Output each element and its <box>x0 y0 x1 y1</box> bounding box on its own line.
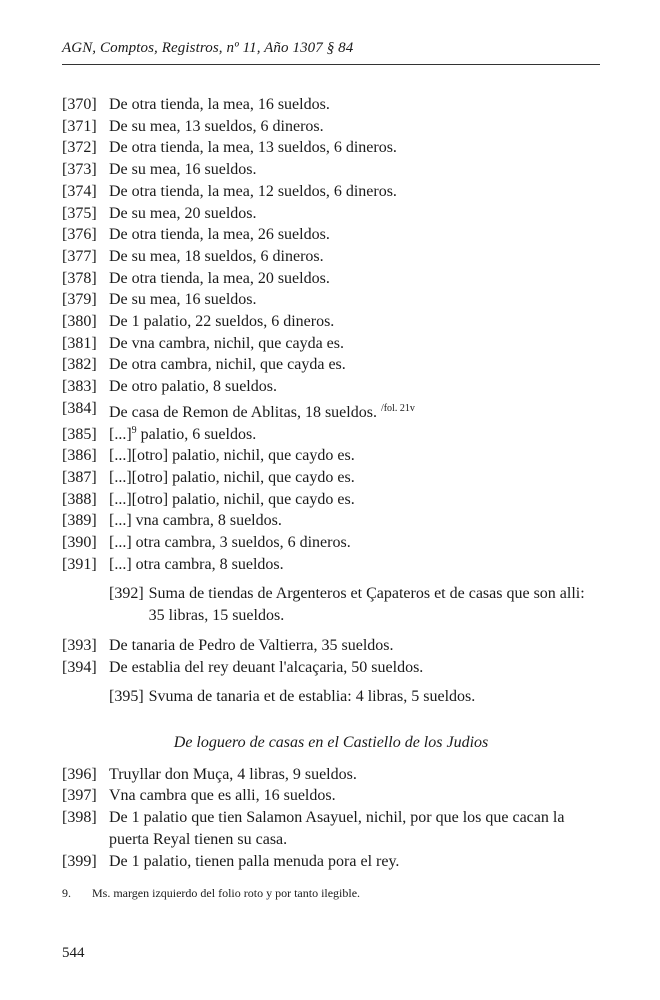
entry-text: De 1 palatio que tien Salamon Asayuel, nichil, por que los que cacan la puerta Reyal tienen su casa. <box>109 809 565 848</box>
entry-row <box>62 224 600 246</box>
entry-row <box>62 159 600 181</box>
entry-number: [390] <box>62 534 97 552</box>
entry-row <box>62 311 600 333</box>
entry-number: [397] <box>62 787 97 805</box>
entry-row <box>62 246 600 268</box>
entry-number: [378] <box>62 269 97 287</box>
entry-row <box>62 203 600 225</box>
entries-group-d <box>62 764 600 873</box>
entry-text: [...] otra cambra, 8 sueldos. <box>109 555 284 573</box>
entry-row <box>62 764 600 786</box>
entry-text: [...][otro] palatio, nichil, que caydo es. <box>109 468 355 486</box>
entry-row <box>62 785 600 807</box>
entry-number: [373] <box>62 161 97 179</box>
entry-number: [376] <box>62 226 97 244</box>
entry-number: [387] <box>62 468 97 486</box>
entry-number: [385] <box>62 425 97 443</box>
entry-number: [398] <box>62 809 97 827</box>
entry-number: [383] <box>62 378 97 396</box>
entry-text: De otra tienda, la mea, 12 sueldos, 6 dineros. <box>109 182 397 200</box>
entry-384 <box>62 398 600 424</box>
entry-text: De su mea, 20 sueldos. <box>109 204 257 222</box>
entry-number: [374] <box>62 182 97 200</box>
entry-text: [...] vna cambra, 8 sueldos. <box>109 512 282 530</box>
entry-row <box>62 354 600 376</box>
entry-number: [382] <box>62 356 97 374</box>
footnote <box>62 886 600 901</box>
entry-text: [...][otro] palatio, nichil, que caydo es. <box>109 490 355 508</box>
entry-number: [389] <box>62 512 97 530</box>
running-header: AGN, Comptos, Registros, nº 11, Año 1307 § 84 <box>62 40 354 56</box>
entry-text: De establia del rey deuant l'alcaçaria, 50 sueldos. <box>109 658 424 676</box>
entry-text-main: palatio, 6 sueldos. <box>136 425 257 443</box>
entry-number: [386] <box>62 447 97 465</box>
entry-number: [380] <box>62 313 97 331</box>
entry-row <box>62 94 600 116</box>
summary-392 <box>62 583 600 626</box>
entry-number: [375] <box>62 204 97 222</box>
entry-row <box>62 376 600 398</box>
summary-text: Suma de tiendas de Argenteros et Çapateros et de casas que son alli: 35 libras, 15 sueldos. <box>148 585 585 625</box>
entry-text: De su mea, 13 sueldos, 6 dineros. <box>109 117 324 135</box>
entry-row <box>62 289 600 311</box>
entry-row <box>62 807 600 850</box>
entry-385 <box>62 424 600 446</box>
header-rule <box>62 64 600 65</box>
entry-number: [388] <box>62 490 97 508</box>
entry-row <box>62 851 600 873</box>
summary-number: [392] <box>109 585 144 603</box>
summary-number: [395] <box>109 688 144 706</box>
entry-number: [384] <box>62 399 97 417</box>
section-title: De loguero de casas en el Castiello de los Judios <box>173 733 489 751</box>
entry-text: De otro palatio, 8 sueldos. <box>109 378 277 396</box>
entry-row <box>62 510 600 532</box>
entry-number: [371] <box>62 117 97 135</box>
entry-number: [394] <box>62 658 97 676</box>
entries-body <box>62 94 600 872</box>
entry-row <box>62 181 600 203</box>
entry-row <box>62 333 600 355</box>
entry-row <box>62 657 600 679</box>
page-number: 544 <box>62 945 85 961</box>
entry-text: De otra tienda, la mea, 20 sueldos. <box>109 269 330 287</box>
folio-marker: /fol. 21v <box>380 402 415 414</box>
entry-text-main: De casa de Remon de Ablitas, 18 sueldos. <box>109 403 377 421</box>
entry-text: [...] otra cambra, 3 sueldos, 6 dineros. <box>109 534 351 552</box>
entry-row <box>62 489 600 511</box>
entry-text: De 1 palatio, tienen palla menuda pora el rey. <box>109 852 400 870</box>
entry-text: De su mea, 18 sueldos, 6 dineros. <box>109 247 324 265</box>
entry-row <box>62 554 600 576</box>
entry-text: De tanaria de Pedro de Valtierra, 35 sueldos. <box>109 636 394 654</box>
entry-number: [370] <box>62 96 97 113</box>
entry-number: [391] <box>62 555 97 573</box>
summary-text: Svuma de tanaria et de establia: 4 libras, 5 sueldos. <box>148 688 476 706</box>
entry-row <box>62 116 600 138</box>
entry-row <box>62 467 600 489</box>
entry-text: De otra tienda, la mea, 26 sueldos. <box>109 226 330 244</box>
entry-row <box>62 532 600 554</box>
footnote-number: 9. <box>62 886 71 900</box>
entry-number: [379] <box>62 291 97 309</box>
entry-text <box>109 424 600 446</box>
summary-395 <box>62 686 600 708</box>
entry-row <box>62 635 600 657</box>
entry-number: [381] <box>62 334 97 352</box>
entry-text: De otra tienda, la mea, 16 sueldos. <box>109 96 330 113</box>
entry-row <box>62 137 600 159</box>
footnote-reference: 9 <box>131 424 137 436</box>
entry-text: De su mea, 16 sueldos. <box>109 291 257 309</box>
entry-text: Truyllar don Muça, 4 libras, 9 sueldos. <box>109 765 357 783</box>
entry-row <box>62 445 600 467</box>
entry-row <box>62 268 600 290</box>
entry-text: De otra cambra, nichil, que cayda es. <box>109 356 346 374</box>
entries-group-a <box>62 94 600 398</box>
entries-group-c <box>62 635 600 678</box>
entry-text: De otra tienda, la mea, 13 sueldos, 6 dineros. <box>109 139 397 157</box>
entry-number: [393] <box>62 636 97 654</box>
entry-text: De vna cambra, nichil, que cayda es. <box>109 334 345 352</box>
entry-number: [377] <box>62 247 97 265</box>
entries-group-b <box>62 445 600 575</box>
entry-text: De 1 palatio, 22 sueldos, 6 dineros. <box>109 313 335 331</box>
entry-number: [399] <box>62 852 97 870</box>
entry-text: [...][otro] palatio, nichil, que caydo es. <box>109 447 355 465</box>
footnote-text: Ms. margen izquierdo del folio roto y por tanto ilegible. <box>92 886 361 900</box>
entry-text: Vna cambra que es alli, 16 sueldos. <box>109 787 336 805</box>
entry-number: [372] <box>62 139 97 157</box>
entry-text <box>109 398 600 424</box>
entry-text: De su mea, 16 sueldos. <box>109 161 257 179</box>
entry-number: [396] <box>62 765 97 783</box>
entry-text-prefix: [...] <box>109 425 132 443</box>
